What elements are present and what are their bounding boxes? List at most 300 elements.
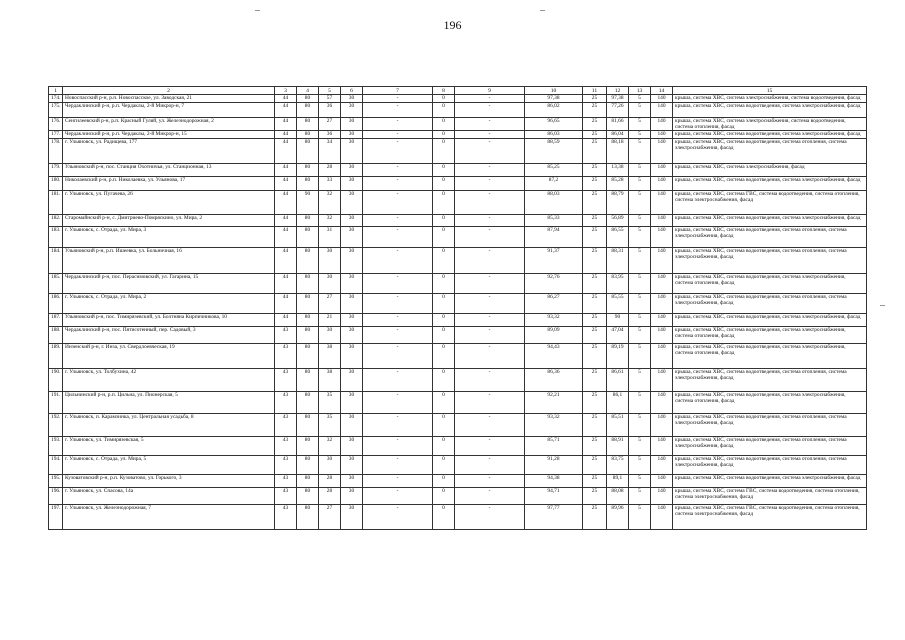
address-cell: Новоспасский р-н, р.п. Новоспасское, ул. Заводская, 21 bbox=[63, 95, 275, 103]
col7-cell: - bbox=[363, 344, 433, 369]
col12-cell: 86,55 bbox=[607, 227, 629, 248]
header-cell: 1 bbox=[49, 87, 63, 95]
col8-cell: 0 bbox=[433, 103, 455, 118]
row-number: 178. bbox=[49, 139, 63, 164]
col14-cell: 140 bbox=[651, 191, 673, 215]
address-cell: г. Ульяновск, ул. Тимирязевская, 5 bbox=[63, 437, 275, 456]
col5-cell: 27 bbox=[319, 294, 341, 314]
row-number: 196. bbox=[49, 488, 63, 505]
col6-cell: 30 bbox=[341, 437, 363, 456]
header-cell: 9 bbox=[455, 87, 525, 95]
col9-cell: - bbox=[455, 437, 525, 456]
address-cell: г. Ульяновск, ул. Радищева, 177 bbox=[63, 139, 275, 164]
row-number: 186. bbox=[49, 294, 63, 314]
col3-cell: 43 bbox=[275, 392, 297, 414]
col7-cell: - bbox=[363, 475, 433, 488]
col11-cell: 25 bbox=[583, 475, 607, 488]
row-number: 184. bbox=[49, 248, 63, 274]
col9-cell: - bbox=[455, 488, 525, 505]
works-cell: крыша, система ХВС, система ГВС, система водоотведения, система отопления, система электроснабжения, фасад bbox=[673, 191, 867, 215]
col10-cell: 93,32 bbox=[525, 414, 583, 437]
col4-cell: 80 bbox=[297, 227, 319, 248]
col9-cell: - bbox=[455, 505, 525, 530]
table-row bbox=[49, 118, 867, 131]
works-cell: крыша, система ХВС, система водоотведения, система электроснабжения, фасад bbox=[673, 215, 867, 227]
col11-cell: 25 bbox=[583, 164, 607, 177]
col4-cell: 80 bbox=[297, 95, 319, 103]
col7-cell: - bbox=[363, 369, 433, 392]
col11-cell: 25 bbox=[583, 248, 607, 274]
col4-cell: 80 bbox=[297, 103, 319, 118]
col10-cell: 91,37 bbox=[525, 248, 583, 274]
table-row bbox=[49, 369, 867, 392]
col4-cell: 80 bbox=[297, 437, 319, 456]
row-number: 182. bbox=[49, 215, 63, 227]
table-row bbox=[49, 248, 867, 274]
col4-cell: 80 bbox=[297, 164, 319, 177]
col3-cell: 43 bbox=[275, 456, 297, 475]
col11-cell: 25 bbox=[583, 227, 607, 248]
col13-cell: 5 bbox=[629, 177, 651, 191]
row-number: 176. bbox=[49, 118, 63, 131]
col10-cell: 86,02 bbox=[525, 103, 583, 118]
col7-cell: - bbox=[363, 414, 433, 437]
col12-cell: 88,08 bbox=[607, 488, 629, 505]
col12-cell: 86,04 bbox=[607, 131, 629, 139]
col10-cell: 85,71 bbox=[525, 437, 583, 456]
col4-cell: 80 bbox=[297, 456, 319, 475]
table-row bbox=[49, 294, 867, 314]
works-cell: крыша, система ХВС, система водоотведения, система электроснабжения, система отопления, фасад bbox=[673, 327, 867, 344]
col5-cell: 38 bbox=[319, 344, 341, 369]
col8-cell: 0 bbox=[433, 227, 455, 248]
works-cell: крыша, система ХВС, система водоотведения, система электроснабжения, фасад bbox=[673, 131, 867, 139]
works-cell: крыша, система ХВС, система водоотведения, система отопления, система электроснабжения, фасад bbox=[673, 294, 867, 314]
col5-cell: 34 bbox=[319, 139, 341, 164]
col9-cell: - bbox=[455, 164, 525, 177]
col5-cell: 32 bbox=[319, 191, 341, 215]
col9-cell: - bbox=[455, 191, 525, 215]
address-cell: Чердаклинский р-н, р.п. Чердаклы, 2-й Микрор-н, 7 bbox=[63, 103, 275, 118]
works-cell: крыша, система ХВС, система водоотведения, система электроснабжения, фасад bbox=[673, 314, 867, 327]
col10-cell: 88,59 bbox=[525, 139, 583, 164]
col13-cell: 5 bbox=[629, 227, 651, 248]
row-number: 194. bbox=[49, 456, 63, 475]
table-row bbox=[49, 475, 867, 488]
col9-cell: - bbox=[455, 131, 525, 139]
col8-cell: 0 bbox=[433, 456, 455, 475]
col3-cell: 43 bbox=[275, 475, 297, 488]
row-number: 188. bbox=[49, 327, 63, 344]
col10-cell: 85,25 bbox=[525, 164, 583, 177]
col3-cell: 43 bbox=[275, 327, 297, 344]
scan-mark bbox=[880, 305, 885, 306]
works-cell: крыша, система ХВС, система водоотведения, система отопления, система электроснабжения, фасад bbox=[673, 369, 867, 392]
col14-cell: 140 bbox=[651, 215, 673, 227]
col8-cell: 0 bbox=[433, 139, 455, 164]
col7-cell: - bbox=[363, 103, 433, 118]
col6-cell: 30 bbox=[341, 177, 363, 191]
col3-cell: 44 bbox=[275, 227, 297, 248]
col3-cell: 44 bbox=[275, 177, 297, 191]
col4-cell: 80 bbox=[297, 488, 319, 505]
table-row bbox=[49, 344, 867, 369]
col12-cell: 56,89 bbox=[607, 215, 629, 227]
works-cell: крыша, система ХВС, система водоотведения, система отопления, система электроснабжения, фасад bbox=[673, 437, 867, 456]
col9-cell: - bbox=[455, 344, 525, 369]
col9-cell: - bbox=[455, 392, 525, 414]
col7-cell: - bbox=[363, 95, 433, 103]
works-cell: крыша, система ХВС, система водоотведения, система отопления, система электроснабжения, фасад bbox=[673, 248, 867, 274]
scan-mark bbox=[255, 10, 260, 11]
works-cell: крыша, система ХВС, система водоотведения, система электроснабжения, система отопления, фасад bbox=[673, 274, 867, 294]
address-cell: Ульяновский р-н, пос. Тимирязевский, ул. Болтняна Кирпичникова, 10 bbox=[63, 314, 275, 327]
table-row bbox=[49, 327, 867, 344]
col12-cell: 77,26 bbox=[607, 103, 629, 118]
col6-cell: 30 bbox=[341, 456, 363, 475]
col10-cell: 97,77 bbox=[525, 505, 583, 530]
col3-cell: 44 bbox=[275, 118, 297, 131]
col9-cell: - bbox=[455, 475, 525, 488]
row-number: 185. bbox=[49, 274, 63, 294]
col11-cell: 25 bbox=[583, 488, 607, 505]
col7-cell: - bbox=[363, 139, 433, 164]
col12-cell: 88,18 bbox=[607, 139, 629, 164]
col14-cell: 140 bbox=[651, 437, 673, 456]
col14-cell: 140 bbox=[651, 475, 673, 488]
col10-cell: 85,33 bbox=[525, 215, 583, 227]
address-cell: г. Ульяновск, с. Отрада, ул. Мира, 5 bbox=[63, 456, 275, 475]
row-number: 174. bbox=[49, 95, 63, 103]
address-cell: г. Ульяновск, с. Отрада, ул. Мира, 2 bbox=[63, 294, 275, 314]
col9-cell: - bbox=[455, 95, 525, 103]
col12-cell: 47,04 bbox=[607, 327, 629, 344]
col9-cell: - bbox=[455, 456, 525, 475]
col10-cell: 88,03 bbox=[525, 191, 583, 215]
col12-cell: 85,51 bbox=[607, 414, 629, 437]
col8-cell: 0 bbox=[433, 118, 455, 131]
col6-cell: 30 bbox=[341, 191, 363, 215]
col4-cell: 80 bbox=[297, 131, 319, 139]
col14-cell: 140 bbox=[651, 248, 673, 274]
header-cell: 14 bbox=[651, 87, 673, 95]
col11-cell: 25 bbox=[583, 191, 607, 215]
col13-cell: 5 bbox=[629, 437, 651, 456]
col6-cell: 30 bbox=[341, 327, 363, 344]
col14-cell: 140 bbox=[651, 103, 673, 118]
col11-cell: 25 bbox=[583, 103, 607, 118]
col4-cell: 90 bbox=[297, 191, 319, 215]
header-cell: 7 bbox=[363, 87, 433, 95]
col7-cell: - bbox=[363, 488, 433, 505]
row-number: 180. bbox=[49, 177, 63, 191]
col3-cell: 43 bbox=[275, 414, 297, 437]
works-cell: крыша, система ХВС, система водоотведения, система электроснабжения, система отопления, фасад bbox=[673, 344, 867, 369]
works-cell: крыша, система ХВС, система электроснабжения, система водоотведения, фасад bbox=[673, 95, 867, 103]
col8-cell: 0 bbox=[433, 327, 455, 344]
col3-cell: 44 bbox=[275, 215, 297, 227]
col13-cell: 5 bbox=[629, 118, 651, 131]
col14-cell: 140 bbox=[651, 95, 673, 103]
col4-cell: 80 bbox=[297, 414, 319, 437]
col5-cell: 32 bbox=[319, 215, 341, 227]
col8-cell: 0 bbox=[433, 369, 455, 392]
table-row bbox=[49, 505, 867, 530]
row-number: 191. bbox=[49, 392, 63, 414]
col12-cell: 88,79 bbox=[607, 191, 629, 215]
col3-cell: 43 bbox=[275, 369, 297, 392]
col4-cell: 80 bbox=[297, 274, 319, 294]
address-cell: Чердаклинский р-н, пос. Пятисотенный, пер. Садовый, 3 bbox=[63, 327, 275, 344]
col4-cell: 80 bbox=[297, 177, 319, 191]
col9-cell: - bbox=[455, 294, 525, 314]
row-number: 181. bbox=[49, 191, 63, 215]
address-cell: г. Ульяновск, ул. Пугачева, 26 bbox=[63, 191, 275, 215]
col14-cell: 140 bbox=[651, 139, 673, 164]
col3-cell: 44 bbox=[275, 294, 297, 314]
address-cell: Ульяновский р-н, пос. Станция Охотничья, ул. Станционная, 13 bbox=[63, 164, 275, 177]
col12-cell: 97,38 bbox=[607, 95, 629, 103]
col7-cell: - bbox=[363, 392, 433, 414]
col8-cell: 0 bbox=[433, 437, 455, 456]
col5-cell: 36 bbox=[319, 103, 341, 118]
col11-cell: 25 bbox=[583, 344, 607, 369]
col13-cell: 5 bbox=[629, 139, 651, 164]
address-cell: Чердаклинский р-н, р.п. Чердаклы, 2-й Микрор-н, 15 bbox=[63, 131, 275, 139]
col4-cell: 80 bbox=[297, 294, 319, 314]
col6-cell: 30 bbox=[341, 274, 363, 294]
header-cell: 6 bbox=[341, 87, 363, 95]
row-number: 193. bbox=[49, 437, 63, 456]
col4-cell: 80 bbox=[297, 369, 319, 392]
col13-cell: 5 bbox=[629, 215, 651, 227]
col3-cell: 44 bbox=[275, 103, 297, 118]
col12-cell: 13,38 bbox=[607, 164, 629, 177]
col8-cell: 0 bbox=[433, 314, 455, 327]
col8-cell: 0 bbox=[433, 344, 455, 369]
col3-cell: 43 bbox=[275, 488, 297, 505]
col11-cell: 25 bbox=[583, 215, 607, 227]
col5-cell: 28 bbox=[319, 164, 341, 177]
col5-cell: 32 bbox=[319, 437, 341, 456]
col4-cell: 80 bbox=[297, 505, 319, 530]
col7-cell: - bbox=[363, 274, 433, 294]
col6-cell: 30 bbox=[341, 294, 363, 314]
table-row bbox=[49, 215, 867, 227]
table-row bbox=[49, 227, 867, 248]
col8-cell: 0 bbox=[433, 164, 455, 177]
col14-cell: 140 bbox=[651, 274, 673, 294]
address-cell: Николаевский р-н, р.п. Николаевка, ул. Ульянова, 17 bbox=[63, 177, 275, 191]
table-row bbox=[49, 314, 867, 327]
col3-cell: 44 bbox=[275, 164, 297, 177]
col13-cell: 5 bbox=[629, 103, 651, 118]
table-row bbox=[49, 103, 867, 118]
row-number: 177. bbox=[49, 131, 63, 139]
col4-cell: 80 bbox=[297, 327, 319, 344]
col5-cell: 30 bbox=[319, 327, 341, 344]
header-cell: 3 bbox=[275, 87, 297, 95]
col10-cell: 94,43 bbox=[525, 344, 583, 369]
address-cell: Сенгилеевский р-н, р.п. Красный Гуляй, ул. Железнодорожная, 2 bbox=[63, 118, 275, 131]
col5-cell: 30 bbox=[319, 274, 341, 294]
col7-cell: - bbox=[363, 248, 433, 274]
col10-cell: 86,03 bbox=[525, 131, 583, 139]
col6-cell: 30 bbox=[341, 414, 363, 437]
header-cell: 13 bbox=[629, 87, 651, 95]
header-cell: 2 bbox=[63, 87, 275, 95]
col14-cell: 140 bbox=[651, 414, 673, 437]
works-cell: крыша, система ХВС, система водоотведения, система электроснабжения, система отопления, фасад bbox=[673, 392, 867, 414]
scan-mark bbox=[540, 10, 545, 11]
table-row bbox=[49, 274, 867, 294]
col12-cell: 88,31 bbox=[607, 248, 629, 274]
col9-cell: - bbox=[455, 215, 525, 227]
col9-cell: - bbox=[455, 227, 525, 248]
col13-cell: 5 bbox=[629, 191, 651, 215]
data-table bbox=[48, 86, 867, 530]
works-cell: крыша, система ХВС, система электроснабжения, система водоотведения, система отопления, фасад bbox=[673, 118, 867, 131]
col11-cell: 25 bbox=[583, 456, 607, 475]
col3-cell: 44 bbox=[275, 191, 297, 215]
table-row bbox=[49, 95, 867, 103]
col12-cell: 81,66 bbox=[607, 118, 629, 131]
col10-cell: 96,65 bbox=[525, 118, 583, 131]
col13-cell: 5 bbox=[629, 248, 651, 274]
col5-cell: 21 bbox=[319, 314, 341, 327]
col6-cell: 30 bbox=[341, 103, 363, 118]
col8-cell: 0 bbox=[433, 177, 455, 191]
address-cell: Кузоватовский р-н, р.п. Кузоватово, ул. Горького, 3 bbox=[63, 475, 275, 488]
col11-cell: 25 bbox=[583, 95, 607, 103]
col10-cell: 92,76 bbox=[525, 274, 583, 294]
col8-cell: 0 bbox=[433, 392, 455, 414]
col11-cell: 25 bbox=[583, 274, 607, 294]
row-number: 179. bbox=[49, 164, 63, 177]
table-row bbox=[49, 392, 867, 414]
col14-cell: 140 bbox=[651, 118, 673, 131]
col5-cell: 35 bbox=[319, 392, 341, 414]
col13-cell: 5 bbox=[629, 369, 651, 392]
col12-cell: 83,75 bbox=[607, 456, 629, 475]
col6-cell: 30 bbox=[341, 139, 363, 164]
col11-cell: 25 bbox=[583, 118, 607, 131]
address-cell: г. Ульяновск, п. Карамзинка, ул. Центральная усадьба, 8 bbox=[63, 414, 275, 437]
col7-cell: - bbox=[363, 191, 433, 215]
col14-cell: 140 bbox=[651, 369, 673, 392]
col11-cell: 25 bbox=[583, 414, 607, 437]
col6-cell: 30 bbox=[341, 488, 363, 505]
col5-cell: 35 bbox=[319, 414, 341, 437]
col6-cell: 30 bbox=[341, 505, 363, 530]
col9-cell: - bbox=[455, 414, 525, 437]
col14-cell: 140 bbox=[651, 164, 673, 177]
col8-cell: 0 bbox=[433, 131, 455, 139]
col11-cell: 25 bbox=[583, 294, 607, 314]
col3-cell: 43 bbox=[275, 344, 297, 369]
row-number: 189. bbox=[49, 344, 63, 369]
col8-cell: 0 bbox=[433, 488, 455, 505]
col6-cell: 30 bbox=[341, 215, 363, 227]
col3-cell: 44 bbox=[275, 274, 297, 294]
table-row bbox=[49, 139, 867, 164]
col10-cell: 89,09 bbox=[525, 327, 583, 344]
col13-cell: 5 bbox=[629, 131, 651, 139]
address-cell: Старомайнский р-н, с. Дмитриево-Помряскино, ул. Мира, 2 bbox=[63, 215, 275, 227]
col6-cell: 30 bbox=[341, 95, 363, 103]
works-cell: крыша, система ХВС, система водоотведения, система электроснабжения, фасад bbox=[673, 103, 867, 118]
col3-cell: 44 bbox=[275, 139, 297, 164]
col9-cell: - bbox=[455, 118, 525, 131]
table-row bbox=[49, 164, 867, 177]
col9-cell: - bbox=[455, 314, 525, 327]
col10-cell: 87,2 bbox=[525, 177, 583, 191]
col12-cell: 89,1 bbox=[607, 475, 629, 488]
col7-cell: - bbox=[363, 456, 433, 475]
col5-cell: 30 bbox=[319, 456, 341, 475]
col13-cell: 5 bbox=[629, 95, 651, 103]
col9-cell: - bbox=[455, 274, 525, 294]
col8-cell: 0 bbox=[433, 191, 455, 215]
col12-cell: 89,96 bbox=[607, 505, 629, 530]
col12-cell: 89,19 bbox=[607, 344, 629, 369]
col9-cell: - bbox=[455, 327, 525, 344]
col6-cell: 30 bbox=[341, 118, 363, 131]
col8-cell: 0 bbox=[433, 294, 455, 314]
col12-cell: 90 bbox=[607, 314, 629, 327]
works-cell: крыша, система ХВС, система водоотведения, система отопления, система электроснабжения, фасад bbox=[673, 414, 867, 437]
col6-cell: 30 bbox=[341, 392, 363, 414]
col10-cell: 91,28 bbox=[525, 456, 583, 475]
col7-cell: - bbox=[363, 505, 433, 530]
col13-cell: 5 bbox=[629, 274, 651, 294]
table-row bbox=[49, 414, 867, 437]
col8-cell: 0 bbox=[433, 215, 455, 227]
col5-cell: 31 bbox=[319, 227, 341, 248]
col12-cell: 88,91 bbox=[607, 437, 629, 456]
col13-cell: 5 bbox=[629, 505, 651, 530]
col13-cell: 5 bbox=[629, 344, 651, 369]
col11-cell: 25 bbox=[583, 369, 607, 392]
address-cell: г. Ульяновск, с. Отрада, ул. Мира, 3 bbox=[63, 227, 275, 248]
col8-cell: 0 bbox=[433, 248, 455, 274]
address-cell: г. Ульяновск, ул. Толбухина, 42 bbox=[63, 369, 275, 392]
col14-cell: 140 bbox=[651, 227, 673, 248]
row-number: 183. bbox=[49, 227, 63, 248]
col10-cell: 92,21 bbox=[525, 392, 583, 414]
col11-cell: 25 bbox=[583, 505, 607, 530]
col6-cell: 30 bbox=[341, 369, 363, 392]
col14-cell: 140 bbox=[651, 131, 673, 139]
table-row bbox=[49, 456, 867, 475]
header-cell: 5 bbox=[319, 87, 341, 95]
row-number: 192. bbox=[49, 414, 63, 437]
col3-cell: 44 bbox=[275, 95, 297, 103]
table-row bbox=[49, 437, 867, 456]
col14-cell: 140 bbox=[651, 344, 673, 369]
col11-cell: 25 bbox=[583, 131, 607, 139]
col13-cell: 5 bbox=[629, 392, 651, 414]
col14-cell: 140 bbox=[651, 327, 673, 344]
col9-cell: - bbox=[455, 248, 525, 274]
col14-cell: 140 bbox=[651, 177, 673, 191]
col5-cell: 28 bbox=[319, 475, 341, 488]
col12-cell: 85,55 bbox=[607, 294, 629, 314]
col4-cell: 80 bbox=[297, 248, 319, 274]
address-cell: Ульяновский р-н, р.п. Ишеевка, ул. Больничная, 16 bbox=[63, 248, 275, 274]
col5-cell: 27 bbox=[319, 505, 341, 530]
col9-cell: - bbox=[455, 177, 525, 191]
